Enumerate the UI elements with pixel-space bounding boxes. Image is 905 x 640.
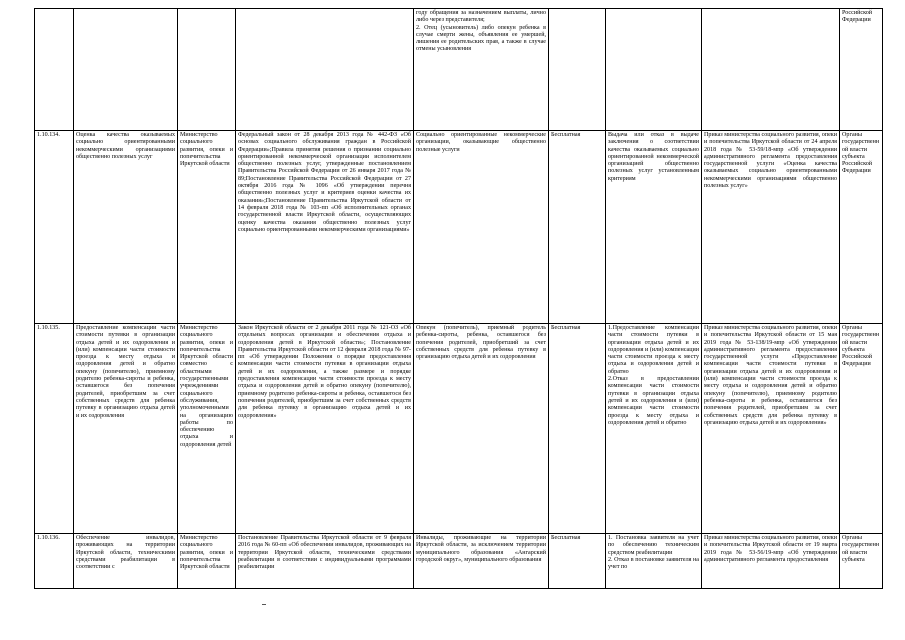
table-row (35, 131, 883, 324)
cell-service-name: Оценка качества оказываемых социально ориентированными некоммерческими организациями общественно полезных услуг (74, 131, 178, 324)
cell-number (35, 9, 74, 131)
cell-legal-basis: Закон Иркутской области от 2 декабря 2011 года № 121-ОЗ «Об отдельных вопросах организации и обеспечения отдыха и оздоровления детей в Иркутской области»; Постановление Правительства Иркутской области от 12 февраля 2018 года № 97-пп «Об утверждении Положения о порядке предоставления компенсации части стоимости путевки в организации отдыха детей и их оздоровления, а также размере и порядке предоставления компенсации части стоимости проезда к месту отдыха и оздоровления детей и обратно опекуну (попечителю), приемному родителю ребенка-сироты и ребенка, оставшегося без попечения родителей, приобретшим за счет собственных средств для ребенка путевку в организацию отдыха детей и их оздоровления» (236, 324, 414, 534)
cell-result: Выдача или отказ в выдаче заключения о соответствии качества оказываемых социально ориентированной некоммерческой организацией общественно полезных услуг установленным критериям (606, 131, 702, 324)
cell-result (606, 9, 702, 131)
cell-recipients: Опекун (попечитель), приемный родитель ребенка-сироты, ребенка, оставшегося без попечения родителей, приобретший за счет собственных средств для ребенка путевку в организацию отдыха детей и их оздоровления (414, 324, 549, 534)
cell-legal-basis (236, 9, 414, 131)
services-register-table (34, 8, 883, 589)
cell-level: Российской Федерации (840, 9, 883, 131)
cell-regulation: Приказ министерства социального развития, опеки и попечительства Иркутской области от 24 апреля 2018 года № 53-59/18-мпр «Об утверждении административного регламента предоставления государственной услуги «Оценка качества оказываемых социально ориентированными некоммерческими организациями общественно полезных услуг» (702, 131, 840, 324)
cell-result: 1. Постановка заявителя на учет по обеспечению техническим средством реабилитации 2. Отказ в постановке заявителя на учет по (606, 534, 702, 589)
page-bottom-margin (0, 595, 905, 640)
cell-regulation: Приказ министерства социального развития, опеки и попечительства Иркутской области от 19 марта 2019 года № 53-56/19-мпр «Об утверждении административного регламента предоставления (702, 534, 840, 589)
cell-service-name: Предоставление компенсации части стоимости путевки в организации отдыха детей и их оздоровления и (или) компенсации части стоимости проезда к месту отдыха и оздоровления детей и обратно опекуну (попечителю), приемному родителю ребенка-сироты и ребенка, оставшегося без попечения родителей, приобретшим за счет собственных средств для ребенка путевку в организацию отдыха детей и их оздоровления (74, 324, 178, 534)
cell-legal-basis: Федеральный закон от 28 декабря 2013 года № 442-ФЗ «Об основах социального обслуживания граждан в Российской Федерации»;Правила принятия решения о признании социально ориентированной некоммерческой организации исполнителем общественно полезных услуг, утвержденные постановлением Правительства Российской Федерации от 26 января 2017 года № 89;Постановление Правительства Российской Федерации от 27 октября 2016 года № 1096 «Об утверждении перечня общественно полезных услуг и критериев оценки качества их оказания»;Постановление Правительства Иркутской области от 14 февраля 2018 года № 103-пп «Об исполнительных органах государственной власти Иркутской области, осуществляющих оценку качества оказания общественно полезных услуг социально ориентированными некоммерческими организациями» (236, 131, 414, 324)
cell-number: 1.10.134. (35, 131, 74, 324)
cell-authority: Министерство социального развития, опеки и попечительства Иркутской области (178, 131, 236, 324)
cell-level: Органы государственной власти субъекта Российской Федерации (840, 324, 883, 534)
cell-legal-basis: Постановление Правительства Иркутской области от 9 февраля 2016 года № 60-пп «Об обеспечении инвалидов, проживающих на территории Иркутской области, техническими средствами реабилитации в соответствии с индивидуальными программами реабилитации (236, 534, 414, 589)
cell-authority: Министерство социального развития, опеки и попечительства Иркутской области совместно с областными государственными учреждениями социального обслуживания, уполномоченными на организацию работы по обеспечению отдыха и оздоровления детей (178, 324, 236, 534)
cell-recipients: Социально ориентированные некоммерческие организации, оказывающие общественно полезные услуги (414, 131, 549, 324)
cell-fee: Бесплатная (549, 131, 606, 324)
cell-service-name: Обеспечение инвалидов, проживающих на территории Иркутской области, техническими средствами реабилитации в соответствии с (74, 534, 178, 589)
cell-service-name (74, 9, 178, 131)
cell-authority (178, 9, 236, 131)
cell-regulation: Приказ министерства социального развития, опеки и попечительства Иркутской области от 15 мая 2019 года № 53-138/19-мпр «Об утверждении административного регламента предоставления государственной услуги «Предоставление компенсации части стоимости путевки в организации отдыха детей и их оздоровления и (или) компенсации части стоимости проезда к месту отдыха и оздоровления детей и обратно опекуну (попечителю), приемному родителю ребенка-сироты и ребенка, оставшегося без попечения родителей, приобретшим за счет собственных средств для ребенка путевку в организацию отдыха детей и их оздоровления» (702, 324, 840, 534)
cell-regulation (702, 9, 840, 131)
table-row (35, 9, 883, 131)
table-row (35, 324, 883, 534)
cell-recipients: году обращения за назначением выплаты, лично либо через представителя; 2. Отец (усыновитель) либо опекун ребенка в случае смерти жены, объявления ее умершей, лишения ее родительских прав, а также в случае отмены усыновления (414, 9, 549, 131)
table-row (35, 534, 883, 589)
cell-recipients: Инвалиды, проживающие на территории Иркутской области, за исключением территории муниципального образования «Ангарский городской округ», муниципального образования (414, 534, 549, 589)
cell-authority: Министерство социального развития, опеки и попечительства Иркутской области (178, 534, 236, 589)
cell-result: 1.Предоставление компенсации части стоимости путевки в организации отдыха детей и их оздоровления и (или) компенсации части стоимости проезда к месту отдыха и оздоровления детей и обратно 2.Отказ в предоставлении компенсации части стоимости путевки в организации отдыха детей и их оздоровления и (или) компенсации части стоимости проезда к месту отдыха и оздоровления детей и обратно (606, 324, 702, 534)
cell-number: 1.10.136. (35, 534, 74, 589)
cell-fee: Бесплатная (549, 324, 606, 534)
cell-level: Органы государственной власти субъекта Российской Федерации (840, 131, 883, 324)
cell-level: Органы государственной власти субъекта (840, 534, 883, 589)
cell-fee: Бесплатная (549, 534, 606, 589)
cell-fee (549, 9, 606, 131)
scan-speck (262, 604, 266, 605)
cell-number: 1.10.135. (35, 324, 74, 534)
